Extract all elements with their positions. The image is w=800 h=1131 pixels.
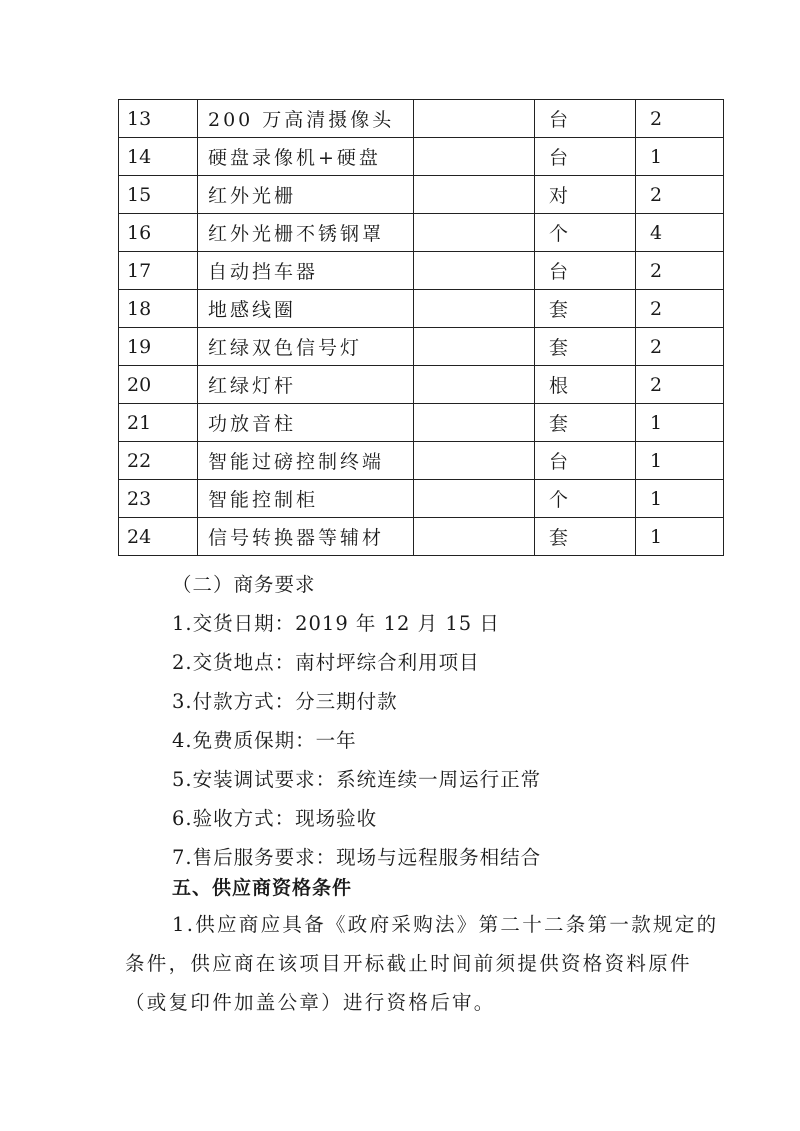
table-row (119, 252, 724, 290)
row-number: 20 (119, 366, 198, 404)
business-item-delivery-date: 1.交货日期：2019 年 12 月 15 日 (172, 612, 500, 635)
blank-cell (414, 328, 535, 366)
business-item-payment-method: 3.付款方式：分三期付款 (172, 690, 398, 713)
item-name: 智能过磅控制终端 (198, 442, 414, 480)
item-quantity: 1 (636, 480, 724, 518)
item-unit: 台 (535, 252, 636, 290)
item-unit: 套 (535, 518, 636, 556)
blank-cell (414, 138, 535, 176)
table-row (119, 138, 724, 176)
item-name: 红绿灯杆 (198, 366, 414, 404)
row-number: 17 (119, 252, 198, 290)
item-quantity: 1 (636, 404, 724, 442)
business-item-installation: 5.安装调试要求：系统连续一周运行正常 (172, 768, 542, 791)
item-unit: 套 (535, 290, 636, 328)
row-number: 24 (119, 518, 198, 556)
row-number: 18 (119, 290, 198, 328)
row-number: 13 (119, 100, 198, 138)
item-quantity: 2 (636, 328, 724, 366)
table-row (119, 176, 724, 214)
item-quantity: 2 (636, 252, 724, 290)
blank-cell (414, 100, 535, 138)
item-unit: 台 (535, 100, 636, 138)
item-quantity: 2 (636, 100, 724, 138)
item-name: 硬盘录像机+硬盘 (198, 138, 414, 176)
item-unit: 台 (535, 138, 636, 176)
business-heading: （二）商务要求 (172, 573, 316, 596)
item-quantity: 1 (636, 138, 724, 176)
item-name: 智能控制柜 (198, 480, 414, 518)
table-row (119, 480, 724, 518)
row-number: 15 (119, 176, 198, 214)
item-name: 200 万高清摄像头 (198, 100, 414, 138)
blank-cell (414, 176, 535, 214)
item-quantity: 2 (636, 176, 724, 214)
row-number: 23 (119, 480, 198, 518)
blank-cell (414, 480, 535, 518)
business-item-delivery-location: 2.交货地点：南村坪综合利用项目 (172, 651, 480, 674)
item-name: 信号转换器等辅材 (198, 518, 414, 556)
item-name: 功放音柱 (198, 404, 414, 442)
blank-cell (414, 214, 535, 252)
business-item-warranty: 4.免费质保期：一年 (172, 729, 357, 752)
item-quantity: 2 (636, 290, 724, 328)
item-unit: 对 (535, 176, 636, 214)
table-row (119, 100, 724, 138)
row-number: 19 (119, 328, 198, 366)
item-quantity: 4 (636, 214, 724, 252)
row-number: 21 (119, 404, 198, 442)
blank-cell (414, 290, 535, 328)
item-unit: 个 (535, 214, 636, 252)
table-row (119, 290, 724, 328)
business-item-acceptance: 6.验收方式：现场验收 (172, 807, 378, 830)
section5-paragraph: 1.供应商应具备《政府采购法》第二十二条第一款规定的条件，供应商在该项目开标截止时间前须提供资格资料原件（或复印件加盖公章）进行资格后审。 (125, 913, 719, 1014)
row-number: 16 (119, 214, 198, 252)
blank-cell (414, 366, 535, 404)
item-name: 红外光栅不锈钢罩 (198, 214, 414, 252)
blank-cell (414, 518, 535, 556)
equipment-table (118, 99, 724, 556)
table-row (119, 366, 724, 404)
item-name: 红外光栅 (198, 176, 414, 214)
item-quantity: 1 (636, 442, 724, 480)
item-unit: 根 (535, 366, 636, 404)
section5-heading: 五、供应商资格条件 (172, 877, 353, 899)
item-unit: 个 (535, 480, 636, 518)
table-row (119, 518, 724, 556)
blank-cell (414, 404, 535, 442)
blank-cell (414, 442, 535, 480)
table-row (119, 214, 724, 252)
item-name: 地感线圈 (198, 290, 414, 328)
table-row (119, 328, 724, 366)
row-number: 14 (119, 138, 198, 176)
item-quantity: 1 (636, 518, 724, 556)
item-name: 自动挡车器 (198, 252, 414, 290)
item-unit: 套 (535, 404, 636, 442)
item-quantity: 2 (636, 366, 724, 404)
table-row (119, 442, 724, 480)
row-number: 22 (119, 442, 198, 480)
business-item-after-sales: 7.售后服务要求：现场与远程服务相结合 (172, 846, 542, 869)
blank-cell (414, 252, 535, 290)
item-name: 红绿双色信号灯 (198, 328, 414, 366)
item-unit: 台 (535, 442, 636, 480)
table-row (119, 404, 724, 442)
item-unit: 套 (535, 328, 636, 366)
